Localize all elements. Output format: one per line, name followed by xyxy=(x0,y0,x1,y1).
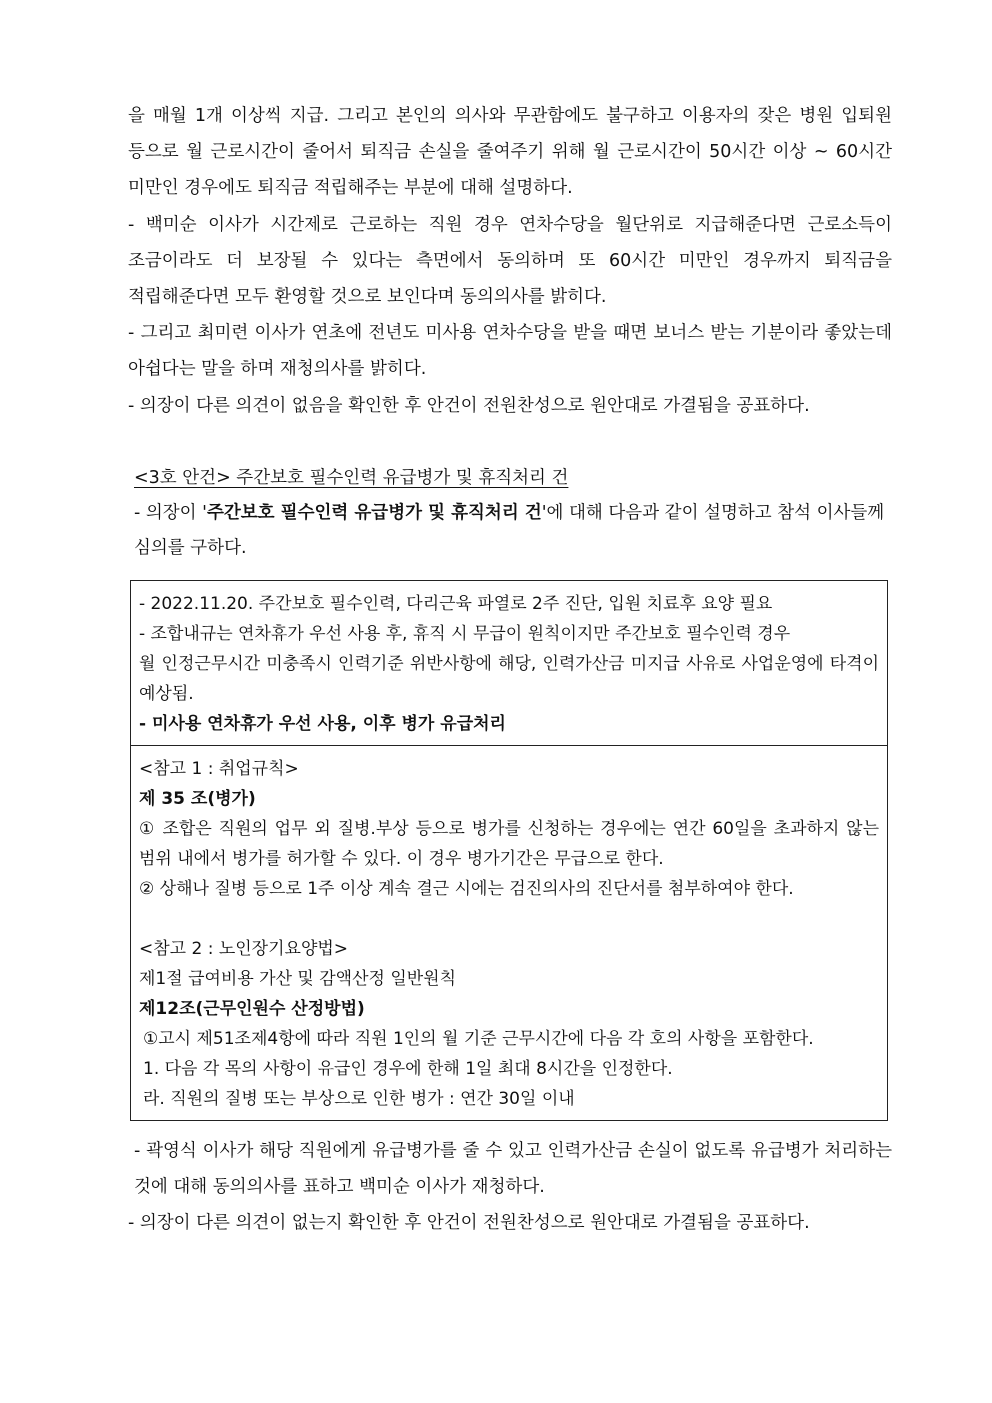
agenda-intro xyxy=(134,496,892,566)
agenda-intro-prefix: - 의장이 ' xyxy=(134,502,207,523)
ref1-item: ② 상해나 질병 등으로 1주 이상 계속 결근 시에는 검진의사의 진단서를 첨부하여야 한다. xyxy=(139,878,794,899)
ref1-article: 제 35 조(병가) xyxy=(139,788,256,809)
agenda-title: <3호 안건> 주간보호 필수인력 유급병가 및 휴직처리 건 xyxy=(134,467,569,488)
box-summary-conclusion: - 미사용 연차휴가 우선 사용, 이후 병가 유급처리 xyxy=(139,713,506,734)
agenda-detail-box xyxy=(130,580,888,1121)
ref1-title: <참고 1 : 취업규칙> xyxy=(139,758,299,779)
box-reference-section xyxy=(131,745,887,1120)
ref2-title: <참고 2 : 노인장기요양법> xyxy=(139,938,349,959)
ref2-item: 라. 직원의 질병 또는 부상으로 인한 병가 : 연간 30일 이내 xyxy=(143,1088,575,1109)
paragraph-choi-seconding: - 그리고 최미련 이사가 연초에 전년도 미사용 연차수당을 받을 때면 보너스 받는 기분이라 좋았는데 아쉽다는 말을 하며 재청의사를 밝히다. xyxy=(128,323,892,380)
agenda-intro-suffix: '에 대해 다음과 같이 설명하고 참석 이사들께 심의를 구하다. xyxy=(134,502,885,558)
ref2-chapter: 제1절 급여비용 가산 및 감액산정 일반원칙 xyxy=(139,968,457,989)
ref2-article: 제12조(근무인원수 산정방법) xyxy=(139,998,365,1019)
ref-gap xyxy=(139,904,879,934)
paragraph-baek-agreement: - 백미순 이사가 시간제로 근로하는 직원 경우 연차수당을 월단위로 지급해준다면 근로소득이 조금이라도 더 보장될 수 있다는 측면에서 동의하며 또 60시간 미만인 경우까지 퇴직금을 적립해준다면 모두 환영할 것으로 보인다며 동의의사를 밝히다. xyxy=(128,214,892,308)
box-summary-line: - 조합내규는 연차휴가 우선 사용 후, 휴직 시 무급이 원칙이지만 주간보호 필수인력 경우 xyxy=(139,623,791,644)
ref1-item: ① 조합은 직원의 업무 외 질병.부상 등으로 병가를 신청하는 경우에는 연간 60일을 초과하지 않는 범위 내에서 병가를 허가할 수 있다. 이 경우 병가기간은 무급으로 한다. xyxy=(139,818,879,869)
box-summary-line: - 2022.11.20. 주간보호 필수인력, 다리근육 파열로 2주 진단, 입원 치료후 요양 필요 xyxy=(139,593,773,614)
paragraph-chair-final-announcement: - 의장이 다른 의견이 없는지 확인한 후 안건이 전원찬성으로 원안대로 가결됨을 공표하다. xyxy=(128,1213,810,1234)
paragraph-chair-announcement: - 의장이 다른 의견이 없음을 확인한 후 안건이 전원찬성으로 원안대로 가결됨을 공표하다. xyxy=(128,395,810,416)
section-spacer xyxy=(128,424,892,460)
agenda-intro-bold: 주간보호 필수인력 유급병가 및 휴직처리 건 xyxy=(206,502,542,523)
ref2-item: 1. 다음 각 목의 사항이 유급인 경우에 한해 1일 최대 8시간을 인정한다. xyxy=(143,1058,673,1079)
paragraph-annual-leave-explanation: 을 매월 1개 이상씩 지급. 그리고 본인의 의사와 무관함에도 불구하고 이용자의 잦은 병원 입퇴원 등으로 월 근로시간이 줄어서 퇴직금 손실을 줄여주기 위해 월 근로시간이 50시간 이상 ~ 60시간 미만인 경우에도 퇴직금 적립해주는 부분에 대해 설명하다. xyxy=(128,106,892,199)
agenda-resolution xyxy=(128,1133,892,1242)
paragraph-kwak-agreement: - 곽영식 이사가 해당 직원에게 유급병가를 줄 수 있고 인력가산금 손실이 없도록 유급병가 처리하는 것에 대해 동의의사를 표하고 백미순 이사가 재청하다. xyxy=(134,1140,892,1198)
ref2-item: ①고시 제51조제4항에 따라 직원 1인의 월 기준 근무시간에 다음 각 호의 사항을 포함한다. xyxy=(143,1028,814,1049)
box-summary-line: 월 인정근무시간 미충족시 인력기준 위반사항에 해당, 인력가산금 미지급 사유로 사업운영에 타격이 예상됨. xyxy=(139,653,879,704)
box-summary-section xyxy=(131,581,887,745)
